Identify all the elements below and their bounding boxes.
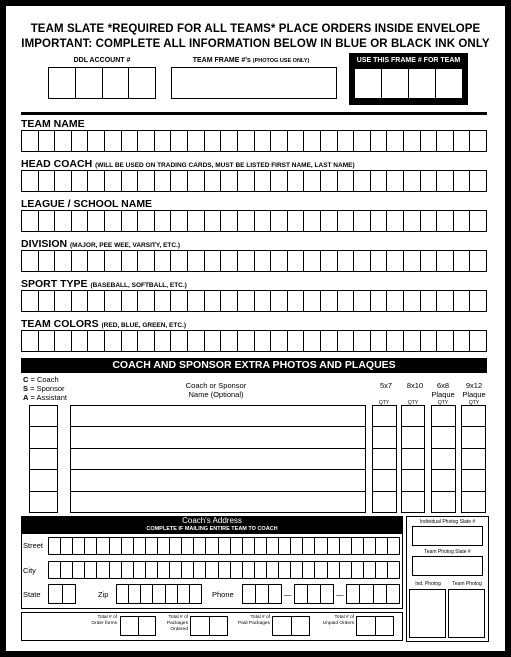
qty-label: QTY: [407, 400, 419, 406]
total-order-forms-input[interactable]: [120, 616, 156, 636]
col-6x8-plaque-header: 6x8 Plaque: [431, 381, 455, 399]
use-this-frame-label: USE THIS FRAME # FOR TEAM: [356, 57, 461, 64]
team-name-label: TEAM NAME: [21, 118, 85, 130]
phone-area-code[interactable]: [242, 584, 282, 604]
team-frame-input[interactable]: [171, 67, 337, 99]
sport-type-input[interactable]: [21, 290, 487, 312]
total-paid-packages-label: Total # of Paid Packages: [238, 615, 270, 626]
qty-9x12-plaque-column[interactable]: [461, 405, 486, 513]
league-school-input[interactable]: [21, 210, 487, 232]
total-packages-ordered-label: Total # of Packages Ordered: [166, 615, 188, 632]
team-frame-label: TEAM FRAME #'s (PHOTOG USE ONLY): [192, 57, 310, 64]
team-photog-input[interactable]: [448, 589, 485, 638]
qty-label: QTY: [437, 400, 449, 406]
ddl-account-input[interactable]: [48, 67, 156, 99]
qty-label: QTY: [378, 400, 390, 406]
street-input[interactable]: [48, 537, 400, 555]
header-line-1: TEAM SLATE *REQUIRED FOR ALL TEAMS* PLACE ORDERS INSIDE ENVELOPE: [30, 23, 481, 35]
total-packages-ordered-input[interactable]: [190, 616, 228, 636]
header-line-2: IMPORTANT: COMPLETE ALL INFORMATION BELOW IN BLUE OR BLACK INK ONLY: [21, 38, 490, 50]
city-input[interactable]: [48, 561, 400, 579]
role-column[interactable]: [29, 405, 58, 513]
team-slate-label: Team Photog Slate #: [424, 549, 471, 555]
team-name-input[interactable]: [21, 130, 487, 152]
ind-photog-input[interactable]: [409, 589, 446, 638]
division-label: DIVISION (MAJOR, PEE WEE, VARSITY, ETC.): [21, 238, 181, 250]
zip-input[interactable]: [116, 584, 202, 604]
individual-slate-label: Individual Photog Slate #: [419, 519, 476, 525]
top-divider: [21, 112, 487, 115]
phone-dash: —: [336, 590, 344, 599]
league-school-label: LEAGUE / SCHOOL NAME: [21, 198, 153, 210]
use-this-frame-panel: [349, 53, 468, 105]
state-label: State: [23, 590, 41, 599]
qty-5x7-column[interactable]: [372, 405, 397, 513]
col-9x12-plaque-header: 9x12 Plaque: [462, 381, 486, 399]
team-slate-input[interactable]: [412, 556, 483, 576]
team-photog-label: Team Photog: [452, 581, 482, 587]
state-input[interactable]: [48, 584, 76, 604]
team-colors-input[interactable]: [21, 330, 487, 352]
phone-dash: —: [284, 590, 292, 599]
col-5x7-header: 5x7: [379, 381, 393, 390]
phone-prefix[interactable]: [294, 584, 334, 604]
team-slate-form: [6, 6, 505, 651]
total-unpaid-orders-label: Total # of Unpaid Orders: [322, 615, 354, 626]
qty-8x10-column[interactable]: [401, 405, 425, 513]
division-input[interactable]: [21, 250, 487, 272]
head-coach-label: HEAD COACH (WILL BE USED ON TRADING CARDS, MUST BE LISTED FIRST NAME, LAST NAME): [21, 158, 355, 170]
total-paid-packages-input[interactable]: [272, 616, 310, 636]
coach-name-lines[interactable]: [70, 405, 366, 513]
coach-address-title: Coach's Address: [182, 516, 242, 525]
role-legend: C = Coach S = Sponsor A = Assistant: [23, 375, 67, 402]
individual-slate-input[interactable]: [412, 526, 483, 546]
coach-sponsor-title: COACH AND SPONSOR EXTRA PHOTOS AND PLAQUES: [21, 358, 487, 373]
qty-6x8-plaque-column[interactable]: [431, 405, 456, 513]
coach-address-header: [21, 516, 403, 534]
phone-label: Phone: [212, 590, 234, 599]
team-colors-label: TEAM COLORS (RED, BLUE, GREEN, ETC.): [21, 318, 187, 330]
city-label: City: [23, 566, 36, 575]
col-8x10-header: 8x10: [406, 381, 424, 390]
street-label: Street: [23, 541, 44, 550]
ind-photog-label: Ind. Photog: [415, 581, 441, 587]
qty-label: QTY: [468, 400, 480, 406]
use-this-frame-input[interactable]: [354, 68, 463, 99]
total-unpaid-orders-input[interactable]: [356, 616, 394, 636]
coach-name-header: Coach or Sponsor Name (Optional): [185, 381, 247, 399]
sport-type-label: SPORT TYPE (BASEBALL, SOFTBALL, ETC.): [21, 278, 187, 290]
head-coach-input[interactable]: [21, 170, 487, 192]
total-order-forms-label: Total # of Order forms: [91, 615, 117, 626]
zip-label: Zip: [98, 590, 109, 599]
ddl-account-label: DDL ACCOUNT #: [73, 57, 131, 64]
phone-line-number[interactable]: [346, 584, 400, 604]
coach-address-subtitle: COMPLETE IF MAILING ENTIRE TEAM TO COACH: [146, 526, 278, 532]
